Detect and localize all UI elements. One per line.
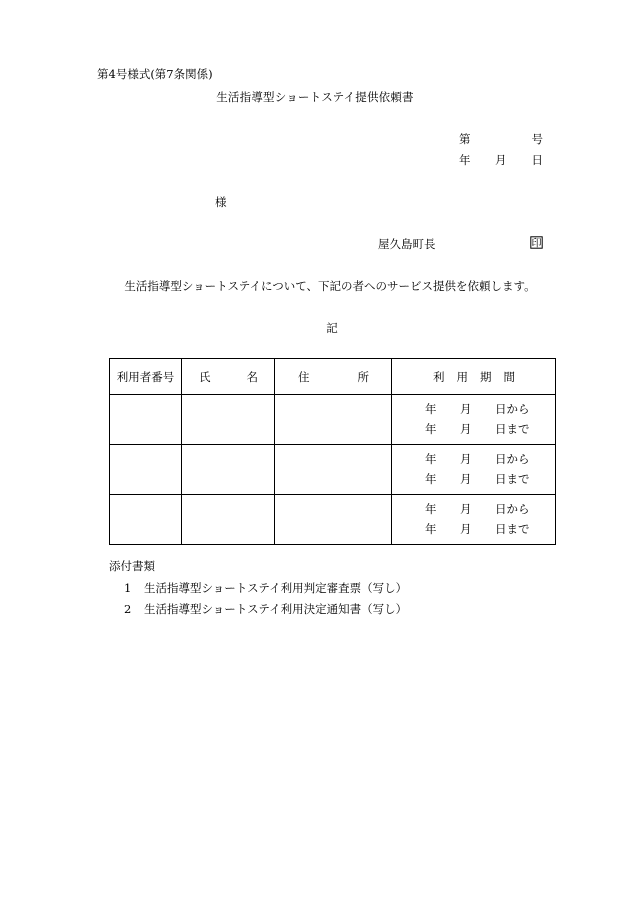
header-address: 住 所 [275, 359, 392, 395]
request-table [109, 358, 556, 545]
attachment-item [124, 601, 407, 617]
attachment-text: 生活指導型ショートステイ利用判定審査票（写し） [144, 581, 408, 595]
document-number-prefix: 第 [459, 132, 471, 146]
attachment-text: 生活指導型ショートステイ利用決定通知書（写し） [144, 602, 408, 616]
cell-user-id [110, 445, 182, 495]
form-number: 第4号様式(第7条関係) [97, 67, 213, 81]
date-month: 月 [495, 153, 507, 167]
cell-period: 年 月 日から 年 月 日まで [392, 395, 556, 445]
request-text: 生活指導型ショートステイについて、下記の者へのサービス提供を依頼します。 [124, 279, 536, 293]
header-period: 利 用 期 間 [392, 359, 556, 395]
cell-user-id [110, 395, 182, 445]
cell-name [182, 445, 275, 495]
seal-icon [530, 236, 543, 249]
seal-mark [530, 236, 543, 252]
table-row [110, 395, 556, 445]
issue-date [459, 152, 543, 168]
table-header-row [110, 359, 556, 395]
cell-address [275, 395, 392, 445]
date-day: 日 [531, 153, 543, 167]
addressee-suffix: 様 [215, 195, 227, 209]
cell-name [182, 495, 275, 545]
cell-address [275, 495, 392, 545]
header-user-id: 利用者番号 [110, 359, 182, 395]
cell-name [182, 395, 275, 445]
attachment-number: 1 [124, 581, 132, 595]
table-row [110, 495, 556, 545]
header-name: 氏 名 [182, 359, 275, 395]
cell-period: 年 月 日から 年 月 日まで [392, 495, 556, 545]
date-year: 年 [459, 153, 471, 167]
cell-address [275, 445, 392, 495]
svg-text:印: 印 [531, 238, 542, 249]
sender-name: 屋久島町長 [378, 237, 436, 251]
attachment-number: 2 [124, 602, 132, 616]
attachment-item [124, 580, 407, 596]
ki-heading: 記 [326, 321, 338, 335]
attachments-heading: 添付書類 [109, 559, 155, 573]
document-title: 生活指導型ショートステイ提供依頼書 [216, 90, 414, 104]
table-row [110, 445, 556, 495]
document-number [459, 131, 543, 147]
cell-period: 年 月 日から 年 月 日まで [392, 445, 556, 495]
cell-user-id [110, 495, 182, 545]
document-number-suffix: 号 [531, 132, 543, 146]
